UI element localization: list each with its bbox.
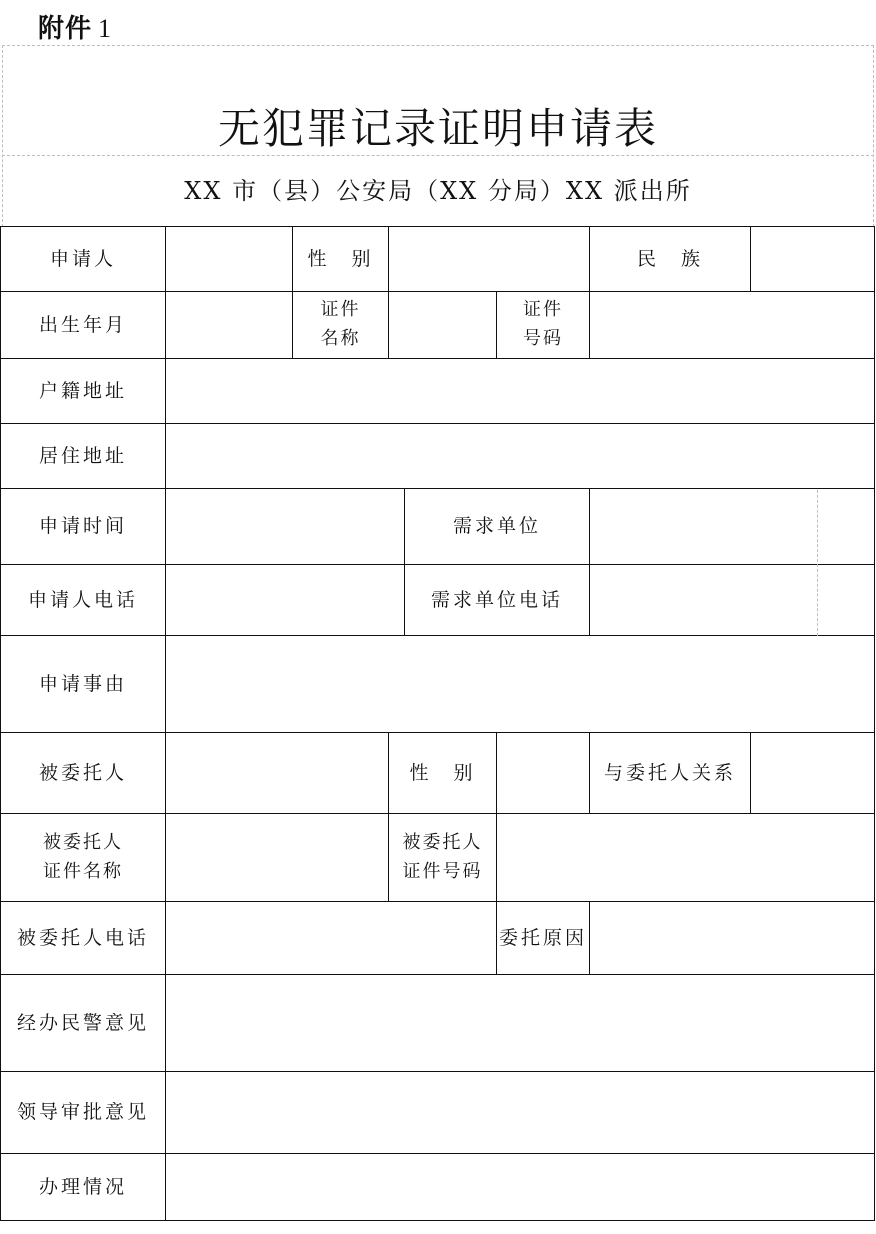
field-police-opinion[interactable] — [166, 975, 875, 1072]
row-handling — [1, 1154, 875, 1221]
label-ethnicity: 民 族 — [590, 227, 751, 292]
label-id-number-line2: 号码 — [523, 328, 564, 349]
label-trustee-gender: 性 别 — [389, 733, 497, 814]
label-leader-opinion: 领导审批意见 — [1, 1072, 166, 1154]
label-applicant: 申请人 — [1, 227, 166, 292]
label-gender: 性 别 — [293, 227, 389, 292]
annex-number: 1 — [98, 14, 113, 43]
label-residence-address: 居住地址 — [1, 424, 166, 489]
field-birth[interactable] — [166, 292, 293, 359]
label-id-number-line1: 证件 — [523, 299, 564, 321]
label-trustee-id-number-line2: 证件号码 — [402, 860, 483, 882]
label-applicant-phone: 申请人电话 — [1, 565, 166, 636]
field-trustee[interactable] — [166, 733, 389, 814]
field-trustee-id-number[interactable] — [497, 814, 875, 902]
form-title: 无犯罪记录证明申请表 — [217, 104, 658, 153]
label-relation: 与委托人关系 — [590, 733, 751, 814]
field-id-name[interactable] — [389, 292, 497, 359]
label-id-name-line2: 名称 — [320, 328, 361, 349]
row-household-address — [1, 359, 875, 424]
row-trustee-id — [1, 814, 875, 902]
label-demand-unit-phone: 需求单位电话 — [405, 565, 590, 636]
field-residence-address[interactable] — [166, 424, 875, 489]
field-household-address[interactable] — [166, 359, 875, 424]
field-demand-unit-phone[interactable] — [590, 565, 875, 636]
label-demand-unit: 需求单位 — [405, 489, 590, 565]
row-leader-opinion — [1, 1072, 875, 1154]
row-trustee — [1, 733, 875, 814]
annex-label — [38, 8, 112, 45]
field-gender[interactable] — [389, 227, 590, 292]
dashed-frame-top — [2, 45, 874, 46]
row-residence-address — [1, 424, 875, 489]
field-trustee-id-name[interactable] — [166, 814, 389, 902]
label-birth: 出生年月 — [1, 292, 166, 359]
row-applicant — [1, 227, 875, 292]
field-entrust-reason[interactable] — [590, 902, 875, 975]
label-handling: 办理情况 — [1, 1154, 166, 1221]
form-subtitle: XX 市（县）公安局（XX 分局）XX 派出所 — [184, 177, 692, 205]
label-apply-time: 申请时间 — [1, 489, 166, 565]
field-id-number[interactable] — [590, 292, 875, 359]
field-ethnicity[interactable] — [751, 227, 875, 292]
row-reason — [1, 636, 875, 733]
label-trustee-id-number — [389, 814, 497, 902]
field-trustee-gender[interactable] — [497, 733, 590, 814]
field-applicant-name[interactable] — [166, 227, 293, 292]
row-trustee-phone — [1, 902, 875, 975]
label-trustee-id-name-line1: 被委托人 — [43, 831, 123, 853]
field-trustee-phone[interactable] — [166, 902, 497, 975]
label-trustee-id-number-line1: 被委托人 — [402, 831, 483, 853]
row-applicant-phone — [1, 565, 875, 636]
label-id-name-line1: 证件 — [320, 299, 361, 321]
label-entrust-reason: 委托原因 — [497, 902, 590, 975]
label-police-opinion: 经办民警意见 — [1, 975, 166, 1072]
field-leader-opinion[interactable] — [166, 1072, 875, 1154]
field-handling[interactable] — [166, 1154, 875, 1221]
field-relation[interactable] — [751, 733, 875, 814]
field-applicant-phone[interactable] — [166, 565, 405, 636]
application-form-table — [0, 226, 875, 1221]
label-id-name — [293, 292, 389, 359]
field-demand-unit[interactable] — [590, 489, 875, 565]
label-trustee-id-name — [1, 814, 166, 902]
field-apply-time[interactable] — [166, 489, 405, 565]
label-trustee-id-name-line2: 证件名称 — [43, 860, 123, 882]
label-reason: 申请事由 — [1, 636, 166, 733]
dashed-divider-right — [817, 490, 818, 636]
label-trustee-phone: 被委托人电话 — [1, 902, 166, 975]
label-trustee: 被委托人 — [1, 733, 166, 814]
row-apply-time — [1, 489, 875, 565]
row-birth — [1, 292, 875, 359]
annex-text: 附件 — [38, 14, 93, 44]
row-police-opinion — [1, 975, 875, 1072]
field-reason[interactable] — [166, 636, 875, 733]
label-id-number — [497, 292, 590, 359]
label-household-address: 户籍地址 — [1, 359, 166, 424]
